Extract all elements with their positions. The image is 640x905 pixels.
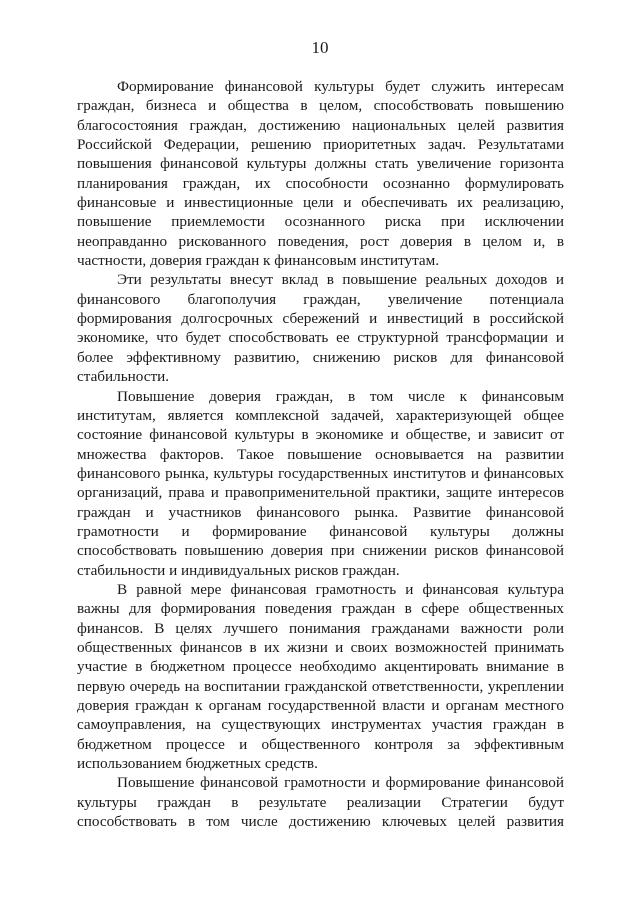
paragraph-trust-increase: Повышение доверия граждан, в том числе к финансовым институтам, является комплексной задачей, характеризующей общее состояние финансовой культуры в экономике и обществе, и зависит от множества факторов. Такое повышение основывается на развитии финансового рынка, культуры государственных институтов и финансовых организаций, права и правоприменительной практики, защите интересов граждан и участников финансового рынка. Развитие финансовой грамотности и формирование финансовой культуры должны способствовать повышению доверия при снижении рисков финансовой стабильности и индивидуальных рисков граждан. [77, 387, 564, 579]
paragraph-results-contribution: Эти результаты внесут вклад в повышение реальных доходов и финансового благополучия граждан, увеличение потенциала формирования долгосрочных сбережений и инвестиций в российской экономике, что будет способствовать ее структурной трансформации и более эффективному развитию, снижению рисков для финансовой стабильности. [77, 271, 564, 386]
paragraph-strategy-goals: Повышение финансовой грамотности и формирование финансовой культуры граждан в результате реализации Стратегии будут способствовать в том числе достижению ключевых целей развития [77, 774, 564, 831]
paragraph-financial-culture-goals: Формирование финансовой культуры будет служить интересам граждан, бизнеса и общества в целом, способствовать повышению благосостояния граждан, достижению национальных целей развития Российской Федерации, решению приоритетных задач. Результатами повышения финансовой культуры должны стать увеличение горизонта планирования граждан, их способности осознанно формулировать финансовые и инвестиционные цели и обеспечивать их реализацию, повышение приемлемости осознанного риска при исключении неоправданно рискованного поведения, рост доверия в целом и, в частности, доверия граждан к финансовым институтам. [77, 78, 564, 270]
document-body [77, 77, 564, 831]
paragraph-public-finances: В равной мере финансовая грамотность и финансовая культура важны для формирования поведения граждан в сфере общественных финансов. В целях лучшего понимания гражданами важности роли общественных финансов в их жизни и своих возможностей принимать участие в бюджетном процессе необходимо акцентировать внимание в первую очередь на воспитании гражданской ответственности, укреплении доверия граждан к органам государственной власти и органам местного самоуправления, на существующих инструментах участия граждан в бюджетном процессе и общественного контроля за эффективным использованием бюджетных средств. [77, 580, 564, 773]
page-number: 10 [311, 38, 329, 57]
